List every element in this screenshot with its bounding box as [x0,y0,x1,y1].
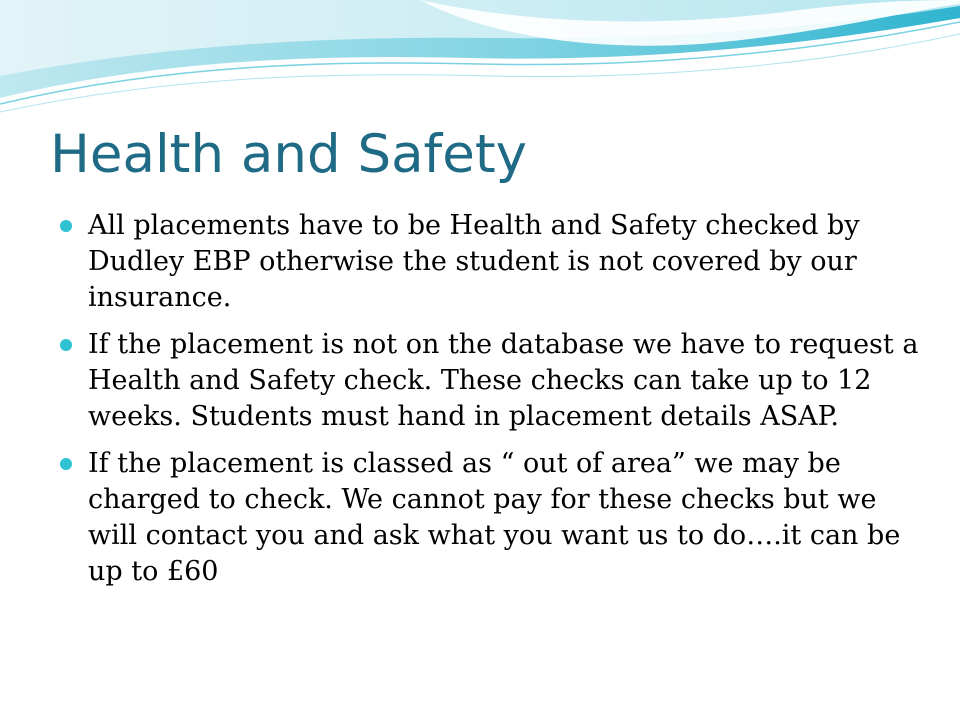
bullet-list [60,208,920,601]
bullet-item [60,327,920,435]
decorative-wave-banner [0,0,960,130]
bullet-icon [60,458,72,470]
bullet-text: If the placement is classed as “ out of area” we may be charged to check. We cannot pay for these checks but we will contact you and ask what you want us to do….it can be up to £60 [88,448,901,587]
bullet-text: If the placement is not on the database we have to request a Health and Safety check. These checks can take up to 12 weeks. Students must hand in placement details ASAP. [88,329,919,432]
bullet-item [60,446,920,590]
bullet-icon [60,220,72,232]
bullet-item [60,208,920,316]
slide-title: Health and Safety [50,124,527,185]
bullet-text: All placements have to be Health and Safety checked by Dudley EBP otherwise the student is not covered by our insurance. [88,210,860,313]
bullet-icon [60,339,72,351]
